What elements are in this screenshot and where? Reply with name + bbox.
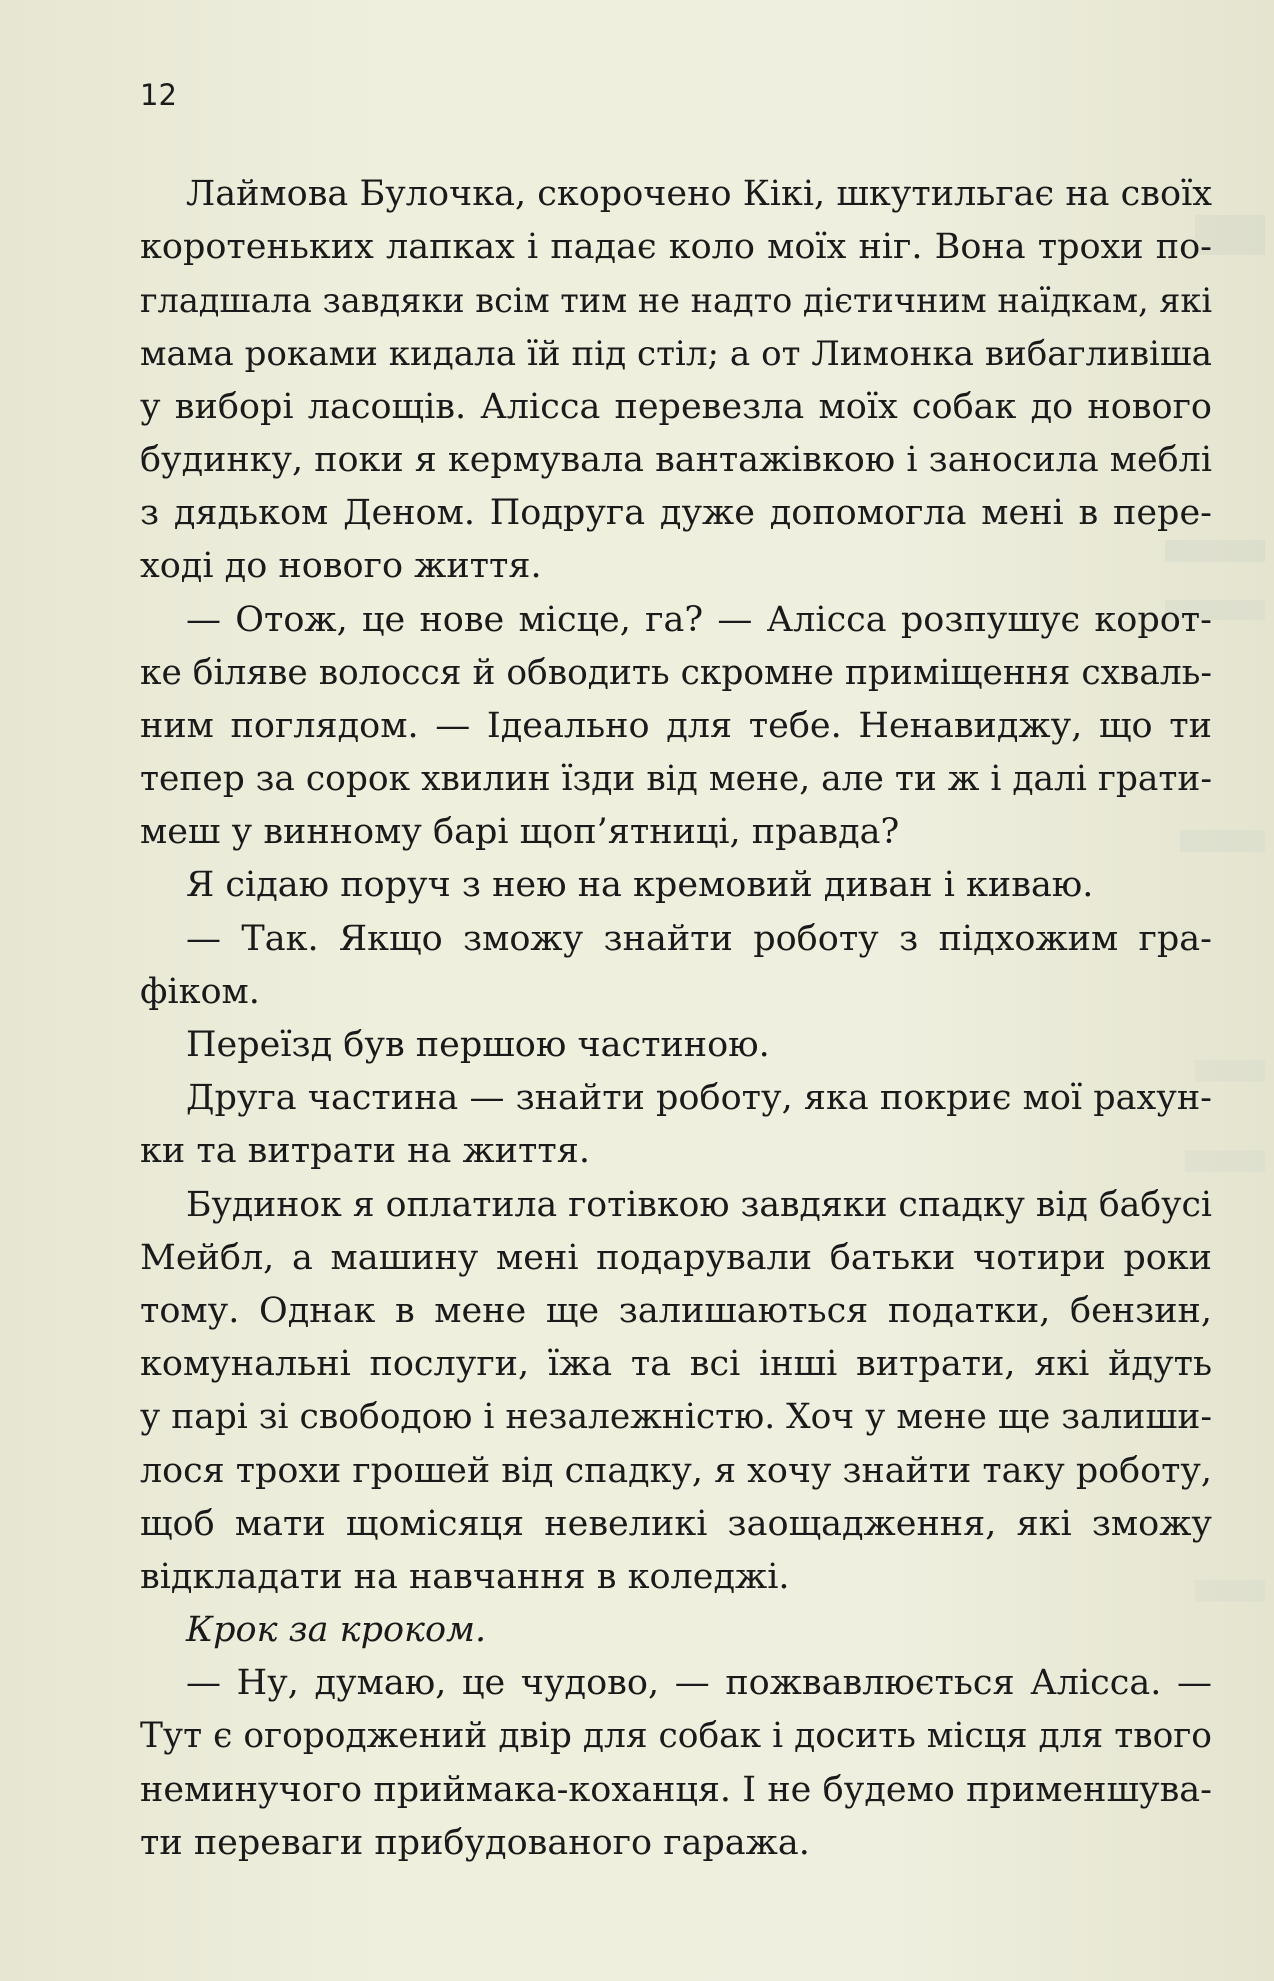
page-number: 12	[140, 78, 177, 112]
text-line: тепер за сорок хвилин їзди від мене, але ти ж і далі грати-	[140, 759, 1212, 800]
text-line: ке біляве волосся й обводить скромне приміщення схваль-	[140, 652, 1212, 693]
text-line: неминучого приймака-коханця. І не будемо применшува-	[140, 1769, 1212, 1810]
text-line: ти переваги прибудованого гаража.	[140, 1822, 810, 1863]
text-line: гладшала завдяки всім тим не надто дієтичним наїдкам, які	[140, 281, 1213, 321]
text-line: мама роками кидала їй під стіл; а от Лимонка вибагливіша	[140, 333, 1212, 374]
text-line: у парі зі свободою і незалежністю. Хоч у мене ще залиши-	[140, 1397, 1212, 1438]
text-line: лося трохи грошей від спадку, я хочу знайти таку роботу,	[140, 1450, 1212, 1491]
text-line: Я сідаю поруч з нею на кремовий диван і киваю.	[186, 865, 1094, 906]
text-line: коротеньких лапках і падає коло моїх ніг. Вона трохи по-	[140, 227, 1212, 268]
text-line: Крок за кроком.	[186, 1610, 487, 1651]
text-line: Лаймова Булочка, скорочено Кікі, шкутильгає на своїх	[186, 174, 1212, 214]
text-line: Мейбл, а машину мені подарували батьки чотири роки	[140, 1237, 1212, 1278]
text-line: — Отож, це нове місце, га? — Алісса розпушує корот-	[186, 599, 1212, 640]
text-line: Тут є огороджений двір для собак і досить місця для твого	[140, 1716, 1212, 1757]
text-line: ки та витрати на життя.	[140, 1131, 590, 1172]
text-line: щоб мати щомісяця невеликі заощадження, які зможу	[140, 1503, 1212, 1544]
text-line: ході до нового життя.	[140, 546, 542, 587]
text-line: фіком.	[140, 971, 260, 1012]
text-line: — Ну, думаю, це чудово, — пожвавлюється Алісса. —	[186, 1663, 1212, 1704]
text-line: ним поглядом. — Ідеально для тебе. Ненавиджу, що ти	[140, 705, 1212, 746]
text-line: Переїзд був першою частиною.	[186, 1025, 770, 1065]
text-line: Друга частина — знайти роботу, яка покриє мої рахун-	[186, 1078, 1212, 1119]
text-line: у виборі ласощів. Алісса перевезла моїх собак до нового	[140, 386, 1212, 427]
text-line: з дядьком Деном. Подруга дуже допомогла мені в пере-	[140, 493, 1212, 534]
text-line: Будинок я оплатила готівкою завдяки спадку від бабусі	[186, 1184, 1212, 1225]
text-line: тому. Однак в мене ще залишаються податки, бензин,	[140, 1290, 1212, 1331]
text-line: — Так. Якщо зможу знайти роботу з підхожим гра-	[186, 918, 1212, 959]
body-text	[140, 168, 1212, 1870]
text-line: відкладати на навчання в коледжі.	[140, 1556, 790, 1597]
text-line: будинку, поки я кермувала вантажівкою і заносила меблі	[140, 439, 1212, 480]
text-line: меш у винному барі щоп’ятниці, правда?	[140, 812, 900, 853]
text-line: комунальні послуги, їжа та всі інші витрати, які йдуть	[140, 1344, 1212, 1385]
